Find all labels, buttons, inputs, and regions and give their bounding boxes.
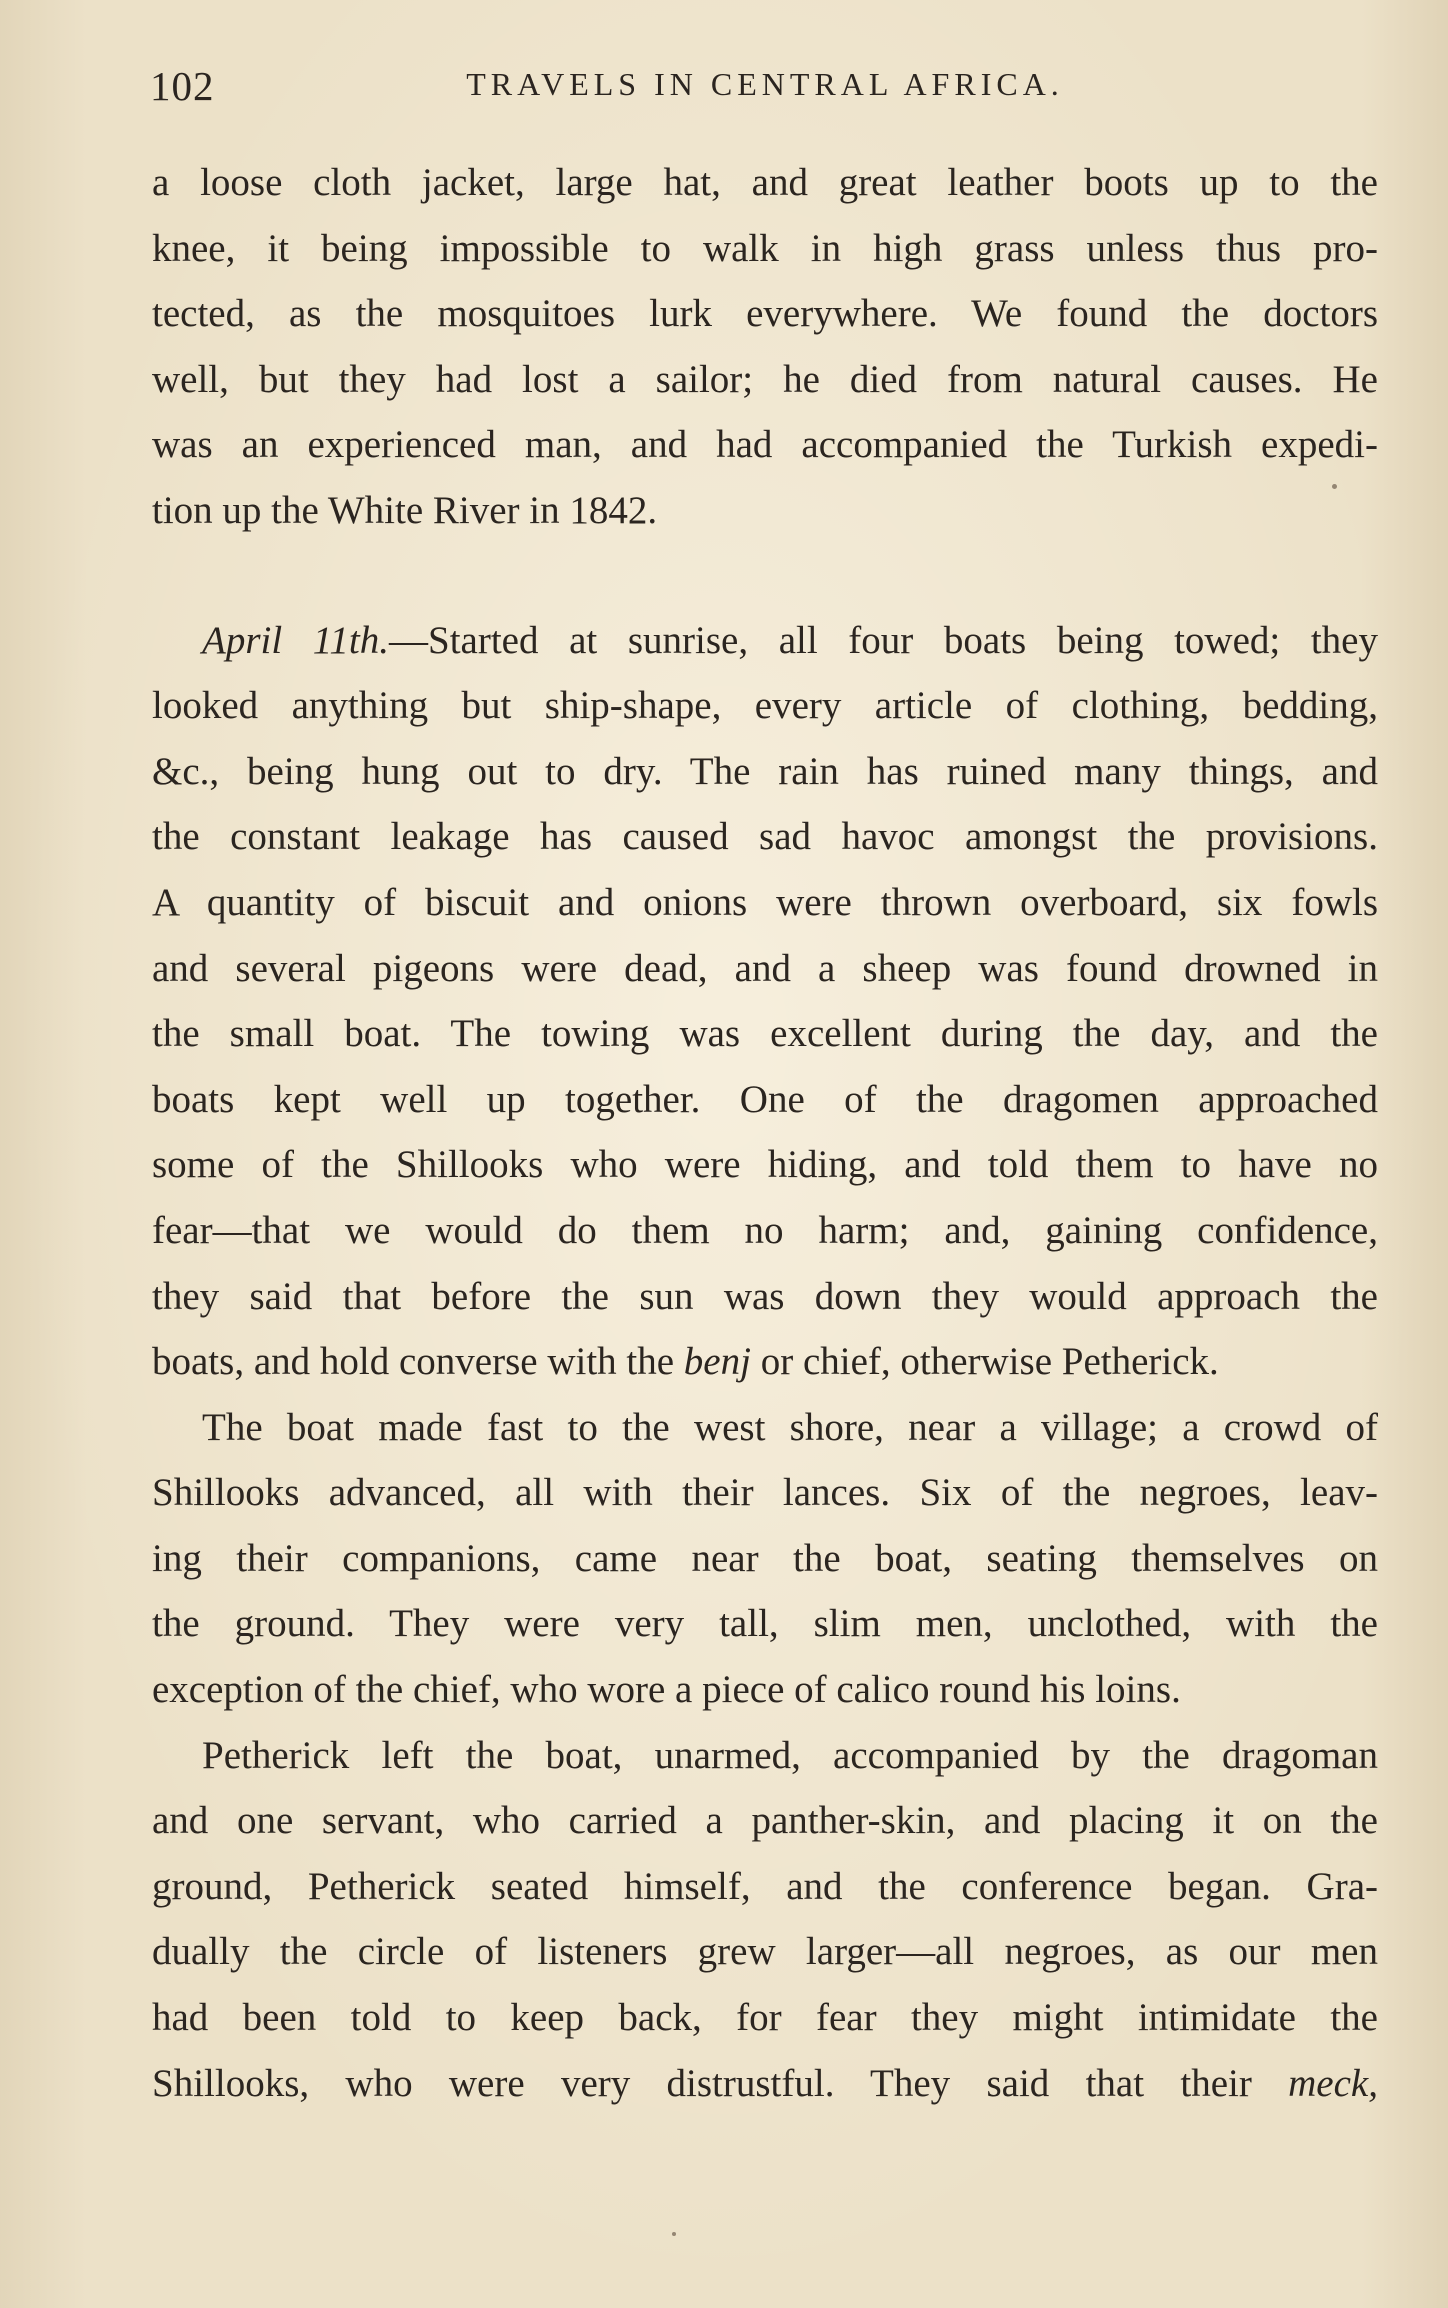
text-line: Petherick left the boat, unarmed, accompanied by the dragoman [202, 1733, 1378, 1777]
text-line: boats kept well up together. One of the dragomen approached [152, 1077, 1378, 1121]
italic-word: meck, [1288, 2061, 1378, 2105]
text-line: some of the Shillooks who were hiding, and told them to have no [152, 1143, 1378, 1187]
text-line: The boat made fast to the west shore, near a village; a crowd of [202, 1405, 1378, 1449]
text-line: the ground. They were very tall, slim men, unclothed, with the [152, 1602, 1378, 1646]
text-line: was an experienced man, and had accompanied the Turkish expedi- [152, 423, 1378, 467]
text-line: looked anything but ship-shape, every article of clothing, bedding, [152, 684, 1378, 728]
dateline-day: 11th. [312, 618, 389, 662]
text-line: dually the circle of listeners grew larger—all negroes, as our men [152, 1930, 1378, 1974]
page-number: 102 [150, 63, 215, 109]
text-line: and one servant, who carried a panther-skin, and placing it on the [152, 1799, 1378, 1843]
text-line: ing their companions, came near the boat, seating themselves on [152, 1536, 1378, 1580]
text-line: &c., being hung out to dry. The rain has ruined many things, and [152, 749, 1378, 793]
text-line: and several pigeons were dead, and a sheep was found drowned in [152, 946, 1378, 990]
paragraph-1 [152, 150, 1378, 544]
text-line: the small boat. The towing was excellent during the day, and the [152, 1012, 1378, 1056]
paper-speck [1332, 484, 1337, 489]
text-line: A quantity of biscuit and onions were thrown overboard, six fowls [152, 880, 1378, 924]
dateline-line [152, 608, 1378, 674]
paragraph-2 [152, 608, 1378, 1395]
text-line: well, but they had lost a sailor; he died from natural causes. He [152, 357, 1378, 401]
text-segment: boats, and hold converse with the [152, 1340, 684, 1384]
text-line: the constant leakage has caused sad havoc amongst the provisions. [152, 815, 1378, 859]
dateline-month: April [202, 618, 283, 662]
body-text [152, 150, 1378, 2116]
text-line: tion up the White River in 1842. [152, 488, 658, 532]
text-line: had been told to keep back, for fear they might intimidate the [152, 1996, 1378, 2040]
text-line: a loose cloth jacket, large hat, and great leather boots up to the [152, 161, 1378, 204]
running-head [150, 62, 1380, 122]
italic-word: benj [683, 1340, 751, 1384]
text-segment: Shillooks, who were very distrustful. They said that their [152, 2061, 1289, 2105]
text-line: exception of the chief, who wore a piece of calico round his loins. [152, 1668, 1181, 1712]
text-line: fear—that we would do them no harm; and, gaining confidence, [152, 1208, 1378, 1252]
text-line: they said that before the sun was down they would approach the [152, 1274, 1378, 1318]
text-line: knee, it being impossible to walk in high grass unless thus pro- [152, 226, 1378, 270]
text-segment: or chief, otherwise Petherick. [750, 1340, 1219, 1384]
text-line: ground, Petherick seated himself, and the conference began. Gra- [152, 1864, 1378, 1908]
text-line [152, 1329, 1378, 1395]
paragraph-3 [152, 1395, 1378, 1723]
section-gap [152, 544, 1378, 608]
text-line: tected, as the mosquitoes lurk everywhere. We found the doctors [152, 292, 1378, 336]
dateline-text: —Started at sunrise, all four boats being towed; they [389, 618, 1378, 662]
paper-speck [672, 2232, 676, 2236]
text-line: Shillooks advanced, all with their lances. Six of the negroes, leav- [152, 1471, 1378, 1515]
running-title: TRAVELS IN CENTRAL AFRICA. [466, 66, 1064, 102]
paragraph-4 [152, 1723, 1378, 2117]
text-line [152, 2051, 1378, 2117]
